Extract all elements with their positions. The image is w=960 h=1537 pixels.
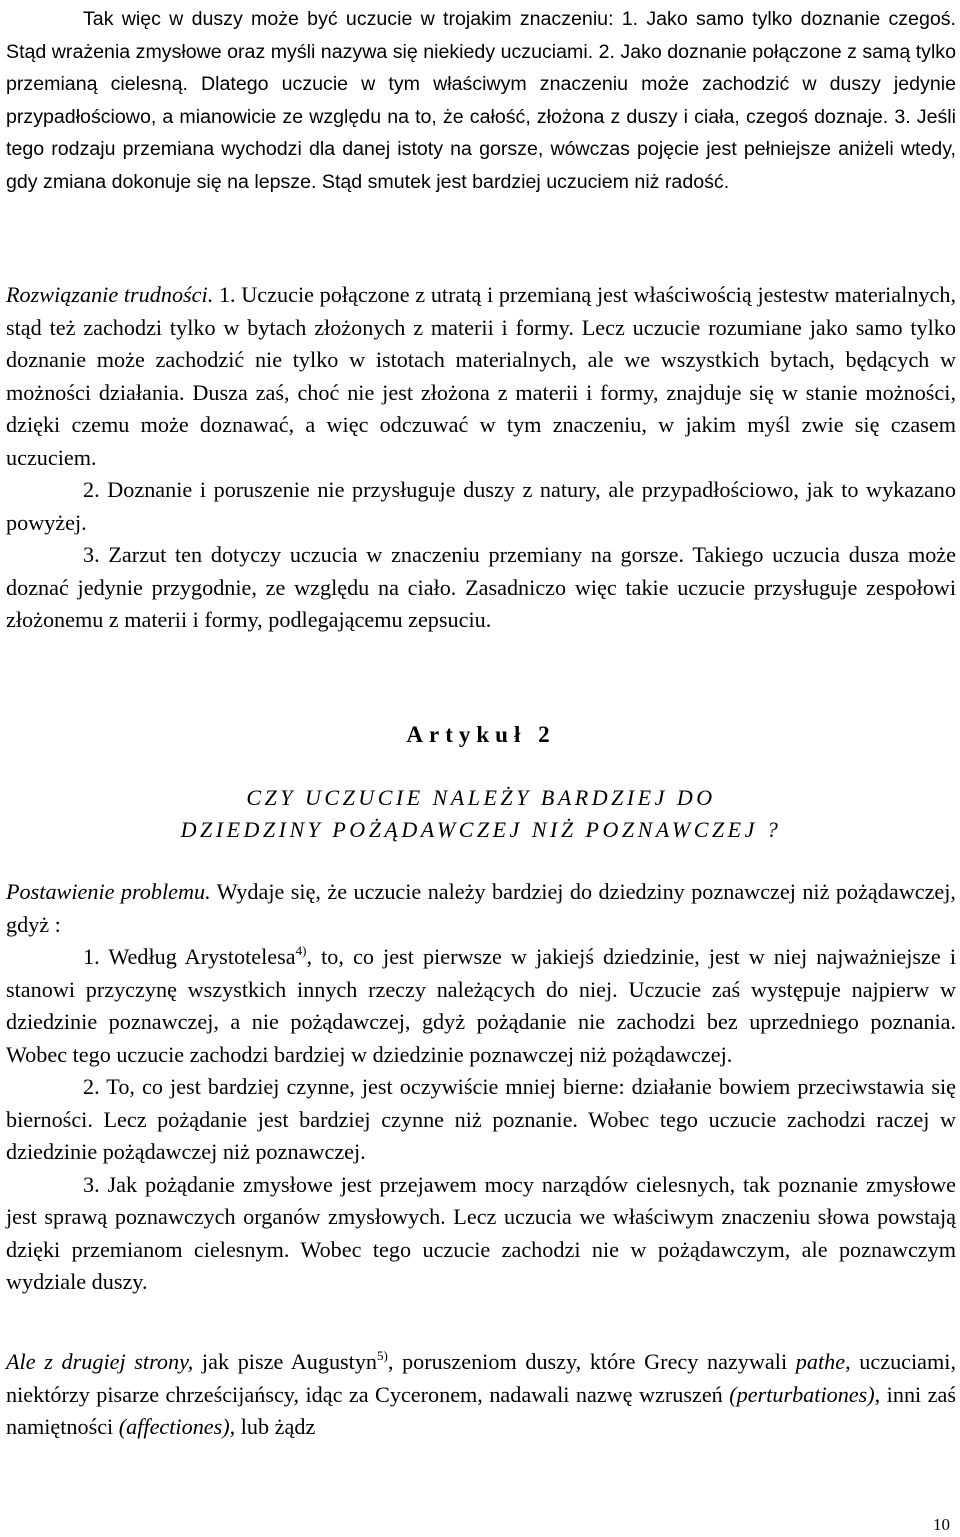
problem-intro (6, 876, 956, 941)
document-page (6, 0, 956, 1537)
resolution-section (6, 279, 956, 637)
resolution-paragraph-3: 3. Zarzut ten dotyczy uczucia w znaczeniu przemiany na gorsze. Takiego uczucia dusza może doznać jedynie przygodnie, ze względu na ciało. Zasadniczo więc takie uczucie przysługuje zespołowi złożonemu z materii i formy, podlegającemu zepsuciu. (6, 542, 956, 632)
contra-section (6, 1346, 956, 1444)
contra-paragraph (6, 1346, 956, 1444)
article-heading (6, 719, 956, 751)
term-pathe: pathe (795, 1349, 846, 1374)
article-question (6, 782, 956, 846)
problem-label: Postawienie problemu. (6, 879, 211, 904)
top-section (6, 3, 956, 198)
term-affectiones: (affectiones) (118, 1414, 230, 1439)
term-perturbationes: (perturbationes) (729, 1381, 875, 1407)
problem-section (6, 876, 956, 1299)
footnote-ref-5: 5) (377, 1348, 388, 1363)
problem-paragraph-1 (6, 941, 956, 1071)
problem-p1-text-b: , to, co jest pierwsze w jakiejś dziedzinie, jest w niej najważniejsze i stanowi przyczynę wszystkich innych rzeczy należących do niej. Uczucie zaś występuje najpierw w dziedzinie poznawczej, a nie pożądawczej, gdyż pożądanie nie zachodzi bez uprzedniego poznania. Wobec tego uczucie zachodzi bardziej w dziedzinie poznawczej niż pożądawczej. (6, 944, 956, 1067)
footnote-ref-4: 4) (295, 943, 307, 958)
question-line-2: DZIEDZINY POŻĄDAWCZEJ NIŻ POZNAWCZEJ ? (180, 817, 782, 842)
problem-intro-text: Wydaje się, że uczucie należy bardziej do dziedziny poznawczej niż pożądawczej, gdyż : (6, 879, 956, 937)
contra-text-2: , poruszeniom duszy, które Grecy nazywali (387, 1349, 796, 1374)
page-number: 10 (933, 1515, 950, 1534)
contra-text-3: , uczuciami, niektórzy pisarze chrześcijańscy, idąc za Cyceronem, nadawali nazwę wzruszeń (6, 1349, 957, 1407)
resolution-text-1: 1. Uczucie połączone z utratą i przemianą jest właściwością jestestw materialnych, stąd też zachodzi tylko w bytach złożonych z materii i formy. Lecz uczucie rozumiane jako samo tylko doznanie może zachodzić nie tylko w istotach materialnych, ale we wszystkich bytach, będących w możności działania. Dusza zaś, choć nie jest złożona z materii i formy, znajduje się w stanie możności, dzięki czemu może doznawać, a więc odczuwać w tym znaczeniu, w jakim myśl zwie się czasem uczuciem. (6, 282, 956, 470)
contra-label: Ale z drugiej strony, (6, 1349, 194, 1374)
problem-p1-text-a: 1. Według Arystotelesa (83, 944, 296, 969)
paragraph-uczucie-trojakie: Tak więc w duszy może być uczucie w trojakim znaczeniu: 1. Jako samo tylko doznanie czegoś. Stąd wrażenia zmysłowe oraz myśli nazywa się niekiedy uczuciami. 2. Jako doznanie połączone z samą tylko przemianą cielesną. Dlatego uczucie w tym właściwym znaczeniu może zachodzić w duszy jedynie przypadłościowo, a mianowicie ze względu na to, że całość, złożona z duszy i ciała, czegoś doznaje. 3. Jeśli tego rodzaju przemiana wychodzi dla danej istoty na gorsze, wówczas pojęcie jest pełniejsze aniżeli wtedy, gdy zmiana dokonuje się na lepsze. Stąd smutek jest bardziej uczuciem niż radość. (6, 8, 956, 193)
contra-text-4: , inni zaś namiętności (6, 1381, 956, 1439)
question-line-1: CZY UCZUCIE NALEŻY BARDZIEJ DO (246, 785, 716, 810)
resolution-paragraph-2: 2. Doznanie i poruszenie nie przysługuje duszy z natury, ale przypadłościowo, jak to wykazano powyżej. (6, 477, 956, 535)
resolution-label: Rozwiązanie trudności. (6, 282, 214, 307)
contra-text-1: jak pisze Augustyn (193, 1349, 378, 1374)
problem-paragraph-3: 3. Jak pożądanie zmysłowe jest przejawem mocy narządów cielesnych, tak poznanie zmysłowe jest sprawą poznawczych organów zmysłowych. Lecz uczucia we właściwym znaczeniu słowa powstają dzięki przemianom cielesnym. Wobec tego uczucie zachodzi nie w pożądawczym, ale poznawczym wydziale duszy. (6, 1171, 956, 1294)
article-title: Artykuł 2 (406, 722, 556, 747)
resolution-paragraph-1 (6, 279, 956, 474)
problem-paragraph-2: 2. To, co jest bardziej czynne, jest oczywiście mniej bierne: działanie bowiem przeciwstawia się bierności. Lecz pożądanie jest bardziej czynne niż poznanie. Wobec tego uczucie zachodzi raczej w dziedzinie pożądawczej niż poznawczej. (6, 1074, 956, 1164)
contra-text-5: , lub żądz (229, 1414, 316, 1439)
